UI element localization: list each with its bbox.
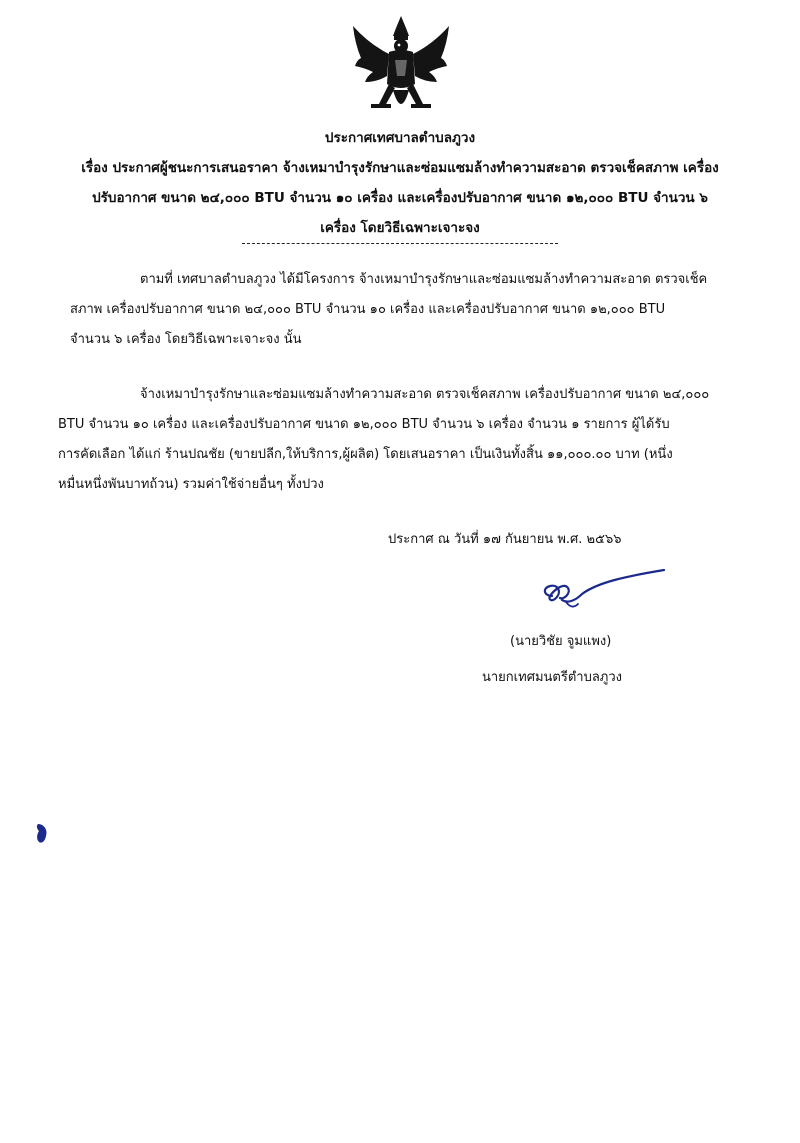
signatory-name: (นายวิชัย จูมแพง) <box>510 634 612 649</box>
paragraph1-line: จำนวน ๖ เครื่อง โดยวิธีเฉพาะเจาะจง นั้น <box>70 332 302 347</box>
paragraph1-line: สภาพ เครื่องปรับอากาศ ขนาด ๒๔,๐๐๐ BTU จำนวน ๑๐ เครื่อง และเครื่องปรับอากาศ ขนาด ๑๒,๐๐๐ BTU <box>70 302 666 317</box>
paragraph2-line: การคัดเลือก ได้แก่ ร้านปณชัย (ขายปลีก,ให้บริการ,ผู้ผลิต) โดยเสนอราคา เป็นเงินทั้งสิ้น ๑๑,๐๐๐.๐๐ บาท (หนึ่ง <box>58 447 673 462</box>
paragraph2-line: จ้างเหมาบำรุงรักษาและซ่อมแซมล้างทำความสะอาด ตรวจเช็คสภาพ เครื่องปรับอากาศ ขนาด ๒๔,๐๐๐ <box>140 387 710 402</box>
paragraph2-line: หมื่นหนึ่งพันบาทถ้วน) รวมค่าใช้จ่ายอื่นๆ ทั้งปวง <box>58 477 324 492</box>
announcement-date: ประกาศ ณ วันที่ ๑๗ กันยายน พ.ศ. ๒๕๖๖ <box>388 532 622 547</box>
divider <box>242 243 558 244</box>
paragraph2-line: BTU จำนวน ๑๐ เครื่อง และเครื่องปรับอากาศ ขนาด ๑๒,๐๐๐ BTU จำนวน ๖ เครื่อง จำนวน ๑ รายการ ผู้ได้รับ <box>58 417 670 432</box>
paragraph1-line: ตามที่ เทศบาลตำบลภูวง ได้มีโครงการ จ้างเหมาบำรุงรักษาและซ่อมแซมล้างทำความสะอาด ตรวจเช็ค <box>140 272 708 287</box>
signatory-position: นายกเทศมนตรีตำบลภูวง <box>482 670 622 685</box>
subject-line: ปรับอากาศ ขนาด ๒๔,๐๐๐ BTU จำนวน ๑๐ เครื่อง และเครื่องปรับอากาศ ขนาด ๑๒,๐๐๐ BTU จำนวน ๖ <box>92 190 708 206</box>
garuda-emblem-icon <box>349 14 453 120</box>
subject-line: เรื่อง ประกาศผู้ชนะการเสนอราคา จ้างเหมาบำรุงรักษาและซ่อมแซมล้างทำความสะอาด ตรวจเช็คสภาพ เครื่อง <box>81 160 719 176</box>
document-title: ประกาศเทศบาลตำบลภูวง <box>324 130 476 146</box>
ink-mark-icon <box>34 822 50 846</box>
subject-line: เครื่อง โดยวิธีเฉพาะเจาะจง <box>320 220 480 236</box>
signature-icon <box>538 566 668 616</box>
